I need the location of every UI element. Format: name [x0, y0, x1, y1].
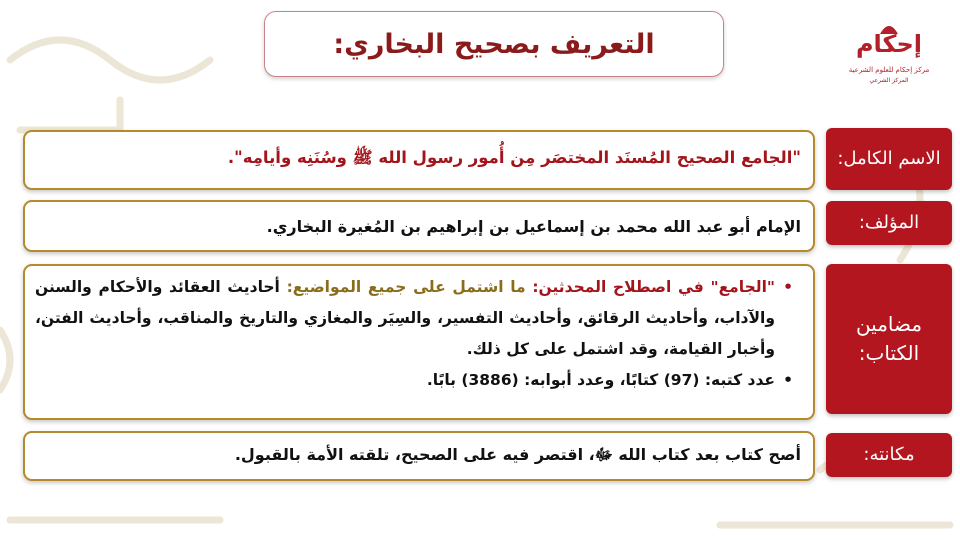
- author-box: [23, 200, 815, 252]
- contents-label-box: [826, 264, 952, 414]
- page-title: التعريف بصحيح البخاري:: [333, 28, 655, 60]
- contents-details: أحاديث العقائد والأحكام والسنن والآداب، وأحاديث الرقائق، وأحاديث التفسير، والسِيَر والمغازي والتاريخ والمناقب، وأحاديث الفتن، وأخبار القيامة، وقد اشتمل على كل ذلك.: [35, 278, 775, 358]
- contents-label: مضامين الكتاب:: [855, 312, 923, 365]
- contents-box: [23, 264, 815, 420]
- full-name-label: الاسم الكامل:: [837, 147, 941, 169]
- contents-list: [25, 266, 813, 396]
- status-label-box: [826, 433, 952, 477]
- logo-subtitle: مركز إحكام للعلوم الشرعية: [848, 66, 930, 74]
- logo-tagline: ﺍﻟﻤﺮﻛﺰ ﺍﻟﺸﺮﻋﻲ: [869, 77, 909, 84]
- contents-term: "الجامع" في اصطلاح المحدثين:: [532, 278, 775, 296]
- status-value: أصح كتاب بعد كتاب الله ﷻ، اقتصر فيه على الصحيح، تلقته الأمة بالقبول.: [234, 444, 801, 464]
- contents-definition: ما اشتمل على جميع المواضيع:: [286, 278, 526, 296]
- full-name-box: [23, 130, 815, 190]
- author-label-box: [826, 201, 952, 245]
- full-name-value: "الجامع الصحيح المُسنَد المختصَر مِن أُمور رسول الله ﷺ وسُنَنِه وأيامِه".: [227, 148, 801, 167]
- bullet-icon: •: [783, 278, 793, 296]
- bullet-icon: •: [783, 371, 793, 389]
- logo: [843, 22, 935, 94]
- author-value: الإمام أبو عبد الله محمد بن إسماعيل بن إبراهيم بن المُغيرة البخاري.: [266, 216, 801, 236]
- full-name-label-box: [826, 128, 952, 190]
- list-item: [35, 365, 801, 396]
- contents-count: عدد كتبه: (97) كتابًا، وعدد أبوابه: (3886) بابًا.: [426, 371, 775, 389]
- status-label: مكانته:: [863, 443, 915, 465]
- title-box: [264, 11, 724, 77]
- author-label: المؤلف:: [858, 211, 920, 233]
- status-box: [23, 431, 815, 481]
- list-item: [35, 272, 801, 365]
- logo-wordmark: إحكام: [855, 30, 923, 58]
